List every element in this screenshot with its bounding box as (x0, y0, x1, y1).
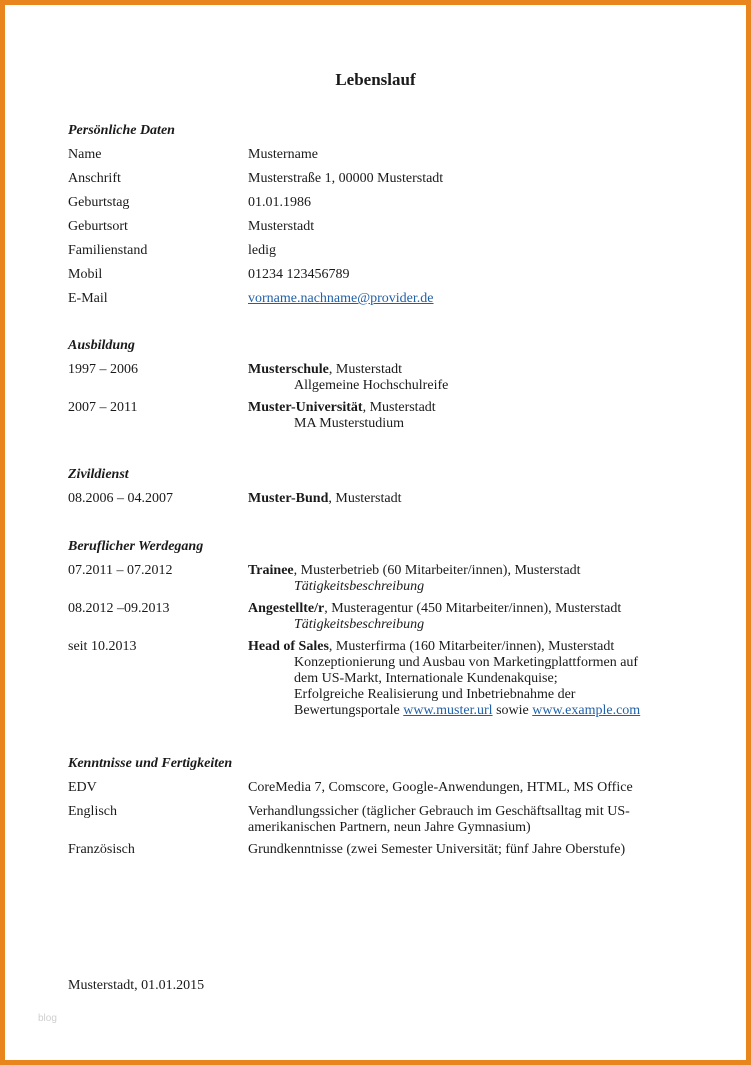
personal-row-birthplace (68, 219, 688, 237)
row-value (248, 400, 688, 432)
row-value-line: Verhandlungssicher (täglicher Gebrauch im Geschäftsalltag mit US- (248, 804, 630, 819)
row-period: 2007 – 2011 (68, 400, 138, 415)
job-description: Tätigkeitsbeschreibung (294, 617, 425, 632)
job-description-line: Erfolgreiche Realisierung und Inbetriebnahme der (294, 687, 576, 702)
job-role: Angestellte/r (248, 601, 325, 616)
education-row (68, 400, 688, 432)
section-skills (68, 756, 688, 866)
row-period: 07.2011 – 07.2012 (68, 563, 173, 578)
job-employer: , Musterfirma (160 Mitarbeiter/innen), Musterstadt (328, 639, 615, 654)
portal-link-example[interactable]: www.example.com (532, 703, 641, 718)
row-label: Englisch (68, 804, 117, 819)
career-row (68, 601, 688, 633)
personal-row-birthday (68, 195, 688, 213)
row-value: CoreMedia 7, Comscore, Google-Anwendungen, HTML, MS Office (248, 780, 633, 795)
row-value: 01234 123456789 (248, 267, 350, 282)
row-label: Mobil (68, 267, 103, 282)
row-value (248, 804, 688, 836)
skills-row-it (68, 780, 688, 798)
line-between: sowie (492, 703, 533, 718)
job-description: Tätigkeitsbeschreibung (294, 579, 425, 594)
institution-place: , Musterstadt (362, 400, 436, 415)
section-personal-data (68, 123, 688, 315)
email-link[interactable]: vorname.nachname@provider.de (248, 291, 434, 306)
personal-row-address (68, 171, 688, 189)
page-title: Lebenslauf (335, 70, 416, 89)
section-heading: Persönliche Daten (68, 123, 175, 138)
row-value: Musterstraße 1, 00000 Musterstadt (248, 171, 444, 186)
section-heading: Beruflicher Werdegang (68, 539, 204, 554)
job-description-line (294, 703, 688, 719)
row-label: Familienstand (68, 243, 148, 258)
row-detail: MA Musterstudium (294, 416, 405, 431)
personal-row-mobile (68, 267, 688, 285)
job-role: Head of Sales (248, 639, 329, 654)
row-period: 08.2012 –09.2013 (68, 601, 170, 616)
row-label: E-Mail (68, 291, 108, 306)
institution-name: Muster-Universität (248, 400, 363, 415)
skills-row-french (68, 842, 688, 860)
row-period: 08.2006 – 04.2007 (68, 491, 173, 506)
job-description-line: dem US-Markt, Internationale Kundenakquise; (294, 671, 558, 686)
row-value (248, 563, 688, 595)
job-employer: , Musterbetrieb (60 Mitarbeiter/innen), Musterstadt (293, 563, 581, 578)
row-value: Mustername (248, 147, 318, 162)
section-civil-service (68, 467, 688, 515)
institution-name: Musterschule (248, 362, 329, 377)
personal-row-marital-status (68, 243, 688, 261)
row-detail: Allgemeine Hochschulreife (294, 378, 449, 393)
section-career (68, 539, 688, 725)
section-heading: Ausbildung (68, 338, 135, 353)
row-value (248, 601, 688, 633)
row-value: ledig (248, 243, 276, 258)
skills-row-english (68, 804, 688, 836)
row-value: Musterstadt (248, 219, 315, 234)
place-date-signature: Musterstadt, 01.01.2015 (68, 978, 205, 993)
job-description-line: Konzeptionierung und Ausbau von Marketingplattformen auf (294, 655, 639, 670)
institution-name: Muster-Bund (248, 491, 329, 506)
row-label: Französisch (68, 842, 135, 857)
job-role: Trainee (248, 563, 294, 578)
row-value (248, 362, 688, 394)
institution-place: , Musterstadt (328, 491, 402, 506)
section-heading: Kenntnisse und Fertigkeiten (68, 756, 233, 771)
personal-row-name (68, 147, 688, 165)
row-label: Anschrift (68, 171, 121, 186)
row-label: Name (68, 147, 102, 162)
row-period: 1997 – 2006 (68, 362, 138, 377)
row-value-line: amerikanischen Partnern, neun Jahre Gymnasium) (248, 820, 531, 835)
row-label: EDV (68, 780, 97, 795)
education-row (68, 362, 688, 394)
watermark: blog (38, 1013, 57, 1024)
row-label: Geburtstag (68, 195, 130, 210)
institution-place: , Musterstadt (328, 362, 402, 377)
career-row (68, 639, 688, 719)
row-label: Geburtsort (68, 219, 128, 234)
row-value (248, 639, 688, 719)
row-value (248, 291, 688, 307)
civil-service-row (68, 491, 688, 509)
section-education (68, 338, 688, 438)
row-value: Grundkenntnisse (zwei Semester Universität; fünf Jahre Oberstufe) (248, 842, 626, 857)
line-prefix: Bewertungsportale (294, 703, 404, 718)
row-value (248, 491, 688, 507)
row-period: seit 10.2013 (68, 639, 137, 654)
career-row (68, 563, 688, 595)
row-value: 01.01.1986 (248, 195, 311, 210)
job-employer: , Musteragentur (450 Mitarbeiter/innen), Musterstadt (324, 601, 622, 616)
personal-row-email (68, 291, 688, 309)
section-heading: Zivildienst (68, 467, 129, 482)
portal-link-muster[interactable]: www.muster.url (403, 703, 493, 718)
job-description (248, 655, 688, 719)
